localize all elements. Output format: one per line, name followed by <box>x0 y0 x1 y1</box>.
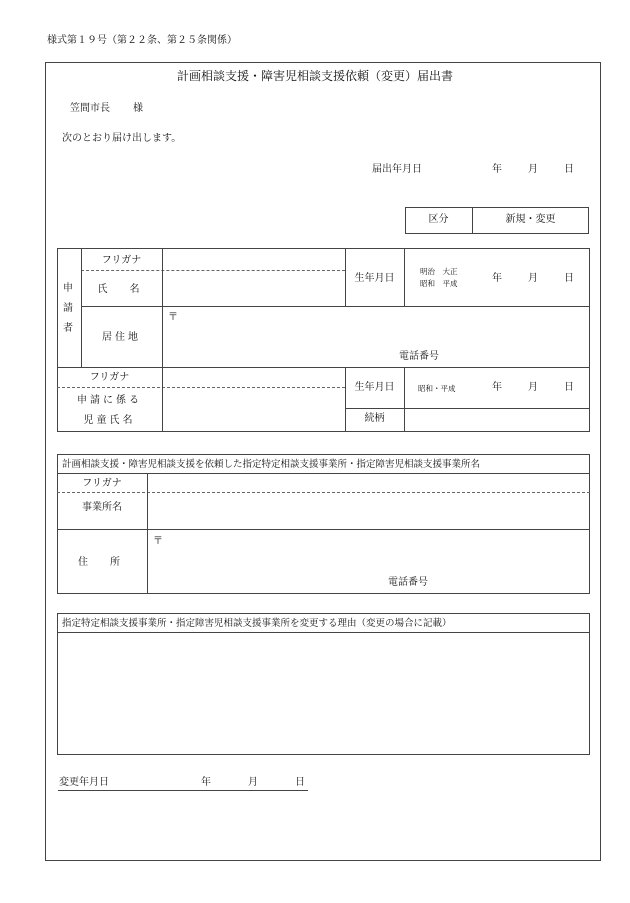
filing-date-label: 届出年月日 <box>372 164 422 175</box>
office-furigana-label: フリガナ <box>82 478 122 489</box>
applicant-furigana-label: フリガナ <box>101 255 142 266</box>
applicant-birth-label: 生年月日 <box>354 273 395 284</box>
child-birth-month: 月 <box>528 382 538 393</box>
applicant-era-top[interactable]: 明治 大正 <box>420 267 458 276</box>
child-name-label-2: 児童氏名 <box>83 415 136 426</box>
office-table <box>57 454 590 594</box>
addressee-name: 笠間市長 <box>70 103 110 114</box>
reason-header: 指定特定相談支援事業所・指定障害児相談支援事業所を変更する理由（変更の場合に記載） <box>62 618 452 629</box>
form-number-label: 様式第１９号（第２２条、第２５条関係） <box>47 35 237 46</box>
applicant-birth-month: 月 <box>528 273 538 284</box>
change-date-year: 年 <box>201 777 211 788</box>
applicant-address-label: 居住地 <box>102 332 141 343</box>
applicant-group-char-3: 者 <box>63 323 73 334</box>
change-date-month: 月 <box>248 777 258 788</box>
filing-date-month: 月 <box>528 164 538 175</box>
office-name-label: 事業所名 <box>82 502 122 513</box>
applicant-era-bottom[interactable]: 昭和 平成 <box>420 279 458 288</box>
change-date-label: 変更年月日 <box>59 777 109 788</box>
child-relation-label: 続柄 <box>364 413 385 424</box>
change-date-underline <box>58 790 308 791</box>
form-title: 計画相談支援・障害児相談支援依頼（変更）届出書 <box>176 69 453 83</box>
child-birth-day: 日 <box>564 382 574 393</box>
applicant-birth-year: 年 <box>492 273 502 284</box>
office-postal-mark: 〒 <box>153 536 163 547</box>
category-value[interactable]: 新規・変更 <box>505 214 556 225</box>
applicant-group-char-1: 申 <box>63 283 73 294</box>
applicant-phone-label: 電話番号 <box>399 351 439 362</box>
applicant-postal-mark: 〒 <box>168 312 178 323</box>
child-birth-label: 生年月日 <box>354 382 395 393</box>
category-label: 区分 <box>428 214 449 225</box>
office-phone-label: 電話番号 <box>388 577 428 588</box>
child-era[interactable]: 昭和・平成 <box>418 384 456 393</box>
child-furigana-label: フリガナ <box>89 372 130 383</box>
reason-input-area[interactable] <box>58 633 589 754</box>
applicant-name-label: 氏 名 <box>97 284 146 295</box>
change-date-day: 日 <box>295 777 305 788</box>
child-birth-year: 年 <box>492 382 502 393</box>
filing-date-year: 年 <box>492 164 502 175</box>
addressee-suffix: 様 <box>133 103 143 114</box>
office-header: 計画相談支援・障害児相談支援を依頼した指定特定相談支援事業所・指定障害児相談支援事業所名 <box>62 459 481 470</box>
applicant-birth-day: 日 <box>564 273 574 284</box>
filing-date-day: 日 <box>564 164 574 175</box>
child-name-label-1: 申請に係る <box>77 395 142 406</box>
applicant-group-char-2: 請 <box>63 303 73 314</box>
office-address-label: 住 所 <box>78 557 126 568</box>
intro-text: 次のとおり届け出します。 <box>62 133 182 144</box>
